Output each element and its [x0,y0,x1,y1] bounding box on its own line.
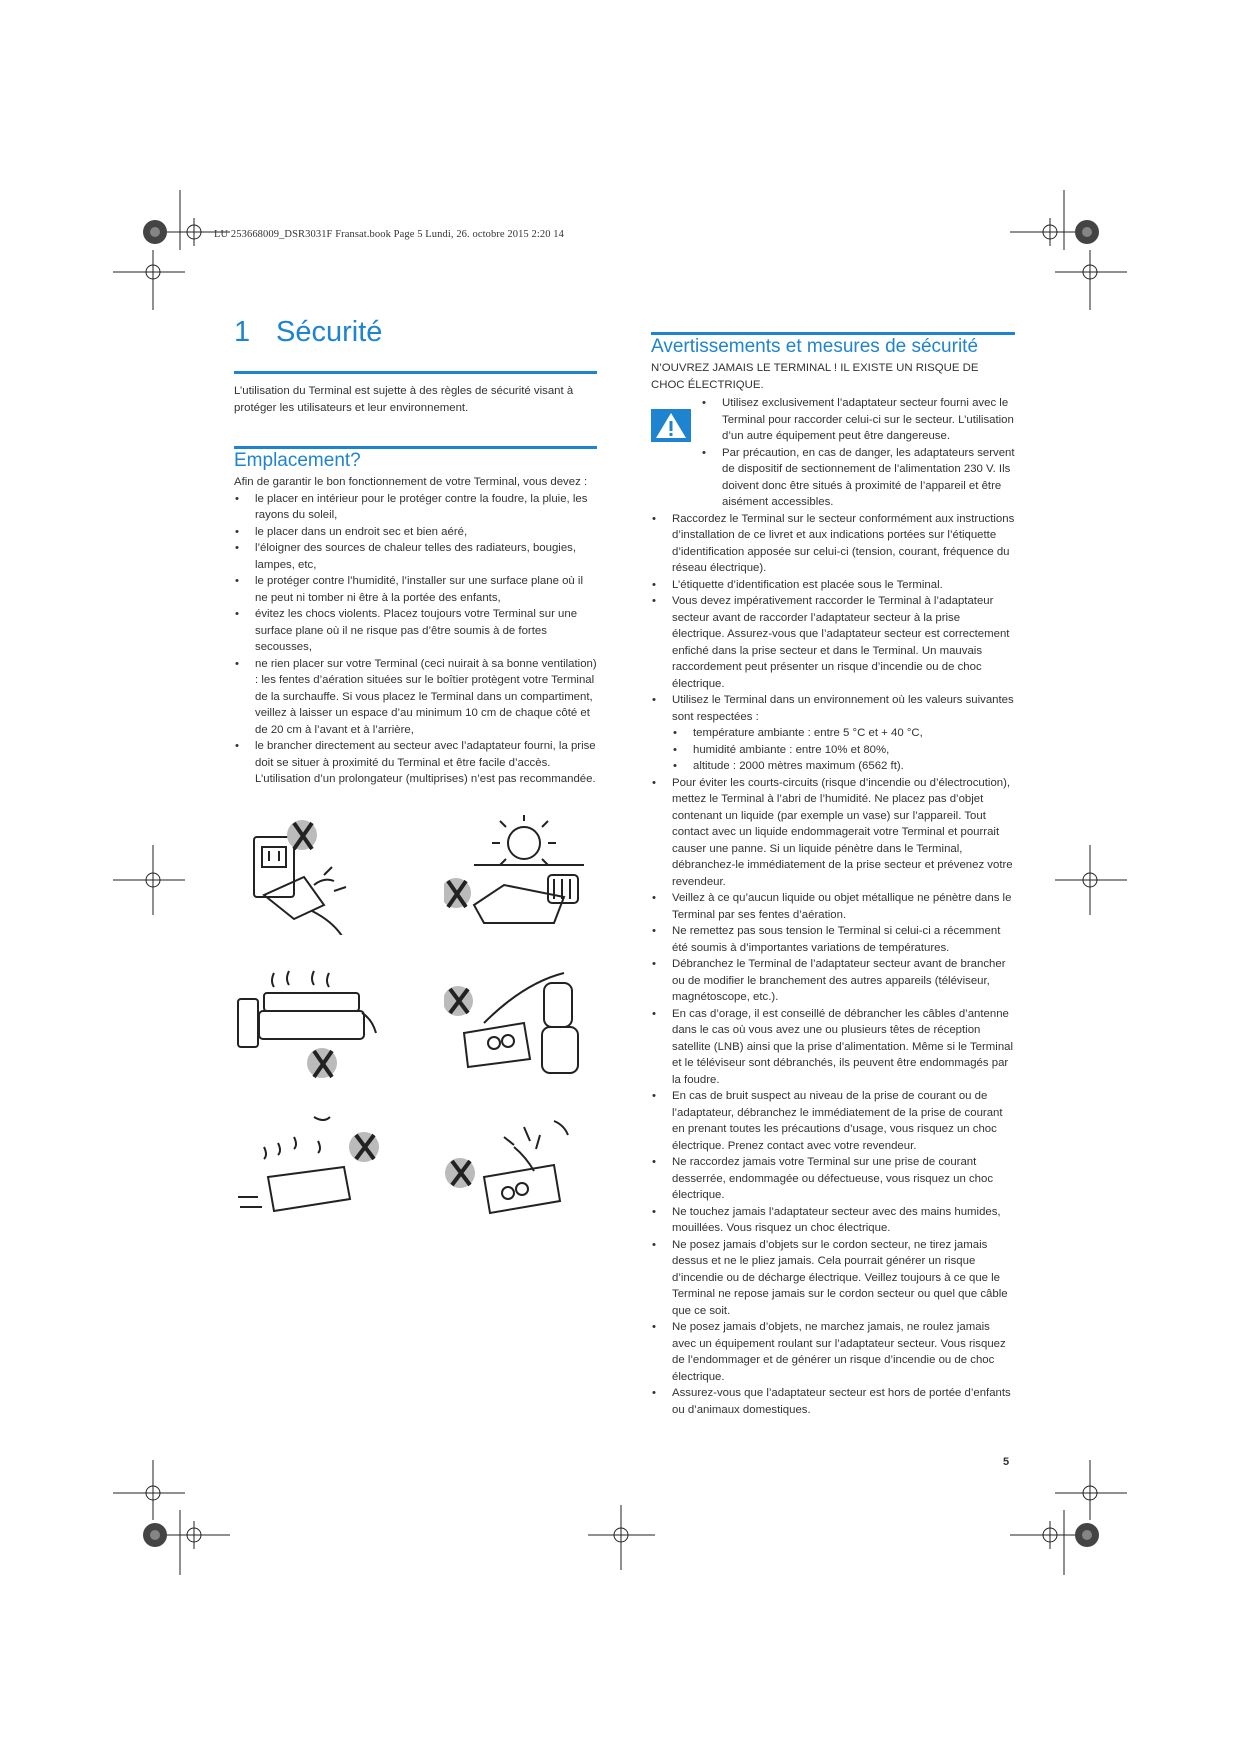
list-item: • Ne touchez jamais l’adaptateur secteur avec des mains humides, mouillées. Vous risquez un choc électrique. [651,1204,1015,1237]
warning-triangle-icon [651,409,691,442]
list-item: • Ne raccordez jamais votre Terminal sur une prise de courant desserrée, endommagée ou défectueuse, vous risquez un choc électrique. [651,1154,1015,1204]
prohibited-x-icon [349,1132,379,1162]
list-item: • Ne posez jamais d’objets, ne marchez jamais, ne roulez jamais avec un équipement roulant sur l’adaptateur secteur. Vous risquez de l’endommager et de générer un risque d’incendie ou de choc électrique. [651,1319,1015,1385]
emplacement-lead: Afin de garantir le bon fonctionnement de votre Terminal, vous devez : [234,476,588,488]
list-item: • Assurez-vous que l’adaptateur secteur est hors de portée d’enfants ou d’animaux domestiques. [651,1385,1015,1418]
safety-illustrations [234,815,604,1255]
condition-item: • humidité ambiante : entre 10% et 80%, [672,742,1015,759]
page-number: 5 [1003,1456,1010,1468]
prohibited-x-icon [444,986,473,1016]
conditions-list [672,725,1015,775]
list-item: • Ne posez jamais d’objets sur le cordon secteur, ne tirez jamais dessus et ne le pliez jamais. Cela pourrait générer un risque d’incendie ou de décharge électrique. Veillez toujours à ce que le Terminal ne repose jamais sur le cordon secteur ou quel que câble que ce soit. [651,1237,1015,1320]
list-item: • Vous devez impérativement raccorder le Terminal à l’adaptateur secteur avant de raccorder l’adaptateur secteur à la prise électrique. Assurez-vous que l’adaptateur secteur est correctement enfiché dans la prise secteur et dans le Terminal. Un mauvais raccordement peut présenter un risque d’incendie ou de choc électrique. [651,593,1015,692]
warning-block [651,395,1015,511]
liquid-spray-illustration [444,963,594,1083]
list-item: • Par précaution, en cas de danger, les adaptateurs servent de dispositif de sectionnement de l’alimentation 230 V. Ils doivent donc être situés à proximité de l’appareil et être aisément accessibles. [701,445,1015,511]
outlet-hazard-illustration [234,815,384,935]
prohibited-x-icon [444,878,471,908]
prohibited-x-icon [445,1158,475,1188]
list-item: • L’étiquette d’identification est placée sous le Terminal. [651,577,1015,594]
alert-text: N’OUVREZ JAMAIS LE TERMINAL ! IL EXISTE UN RISQUE DE CHOC ÉLECTRIQUE. [651,362,979,391]
list-item-text: Utilisez le Terminal dans un environnement où les valeurs suivantes sont respectées : [672,694,1014,723]
sun-heat-illustration [444,815,594,935]
chapter-number: 1 [234,316,251,348]
stacking-heat-illustration [234,963,384,1083]
list-item: • le brancher directement au secteur avec l’adaptateur fourni, la prise doit se situer à proximité du Terminal et être facile d’accès. L’utilisation d’un prolongateur (multiprises) n’est pas recommandée. [234,738,597,788]
list-item: • En cas d’orage, il est conseillé de débrancher les câbles d’antenne dans le cas où vous avez une ou plusieurs têtes de réception satellite (LNB) ainsi que la prise d’alimentation. Même si le Terminal et le téléviseur sont débranchés, ils peuvent être endommagés par la foudre. [651,1006,1015,1089]
prohibited-x-icon [307,1048,337,1078]
chapter-intro: L’utilisation du Terminal est sujette à des règles de sécurité visant à protéger les utilisateurs et leur environnement. [234,385,574,414]
left-column [234,316,597,788]
list-item: • Débranchez le Terminal de l’adaptateur secteur avant de brancher ou de modifier le branchement des autres appareils (téléviseur, magnétoscope, etc.). [651,956,1015,1006]
condition-item: • température ambiante : entre 5 °C et + 40 °C, [672,725,1015,742]
right-column [651,332,1015,1418]
file-header: LU 253668009_DSR3031F Fransat.book Page 5 Lundi, 26. octobre 2015 2:20 14 [214,229,564,240]
emplacement-list [234,491,597,788]
emplacement-heading: Emplacement? [234,450,361,471]
condition-item: • altitude : 2000 mètres maximum (6562 ft). [672,758,1015,775]
list-item: • le placer dans un endroit sec et bien aéré, [234,524,597,541]
section-rule [234,371,597,374]
chapter-heading: Sécurité [276,316,383,348]
chapter-title [234,316,597,349]
list-item: • Utilisez exclusivement l’adaptateur secteur fourni avec le Terminal pour raccorder celui-ci sur le secteur. L’utilisation d’un autre équipement peut être dangereuse. [701,395,1015,445]
list-item: • Ne remettez pas sous tension le Terminal si celui-ci a récemment été soumis à d’importantes variations de températures. [651,923,1015,956]
safety-list [651,511,1015,1419]
list-item: • Pour éviter les courts-circuits (risque d’incendie ou d’électrocution), mettez le Terminal à l’abri de l’humidité. Ne placez pas d’objet contenant un liquide (par exemple un vase) sur l’appareil. Tout contact avec un liquide endommagerait votre Terminal et pourrait causer une panne. Si un liquide pénètre dans le Terminal, débranchez-le immédiatement de la prise secteur et prévenez votre revendeur. [651,775,1015,891]
list-item: • Veillez à ce qu’aucun liquide ou objet métallique ne pénètre dans le Terminal par ses fentes d’aération. [651,890,1015,923]
list-item: • En cas de bruit suspect au niveau de la prise de courant ou de l’adaptateur, débranchez le immédiatement de la prise de courant en prenant toutes les précautions d’usage, vous risquez un choc électrique. Prenez contact avec votre revendeur. [651,1088,1015,1154]
list-item: • évitez les chocs violents. Placez toujours votre Terminal sur une surface plane où il ne risque pas d’être soumis à de fortes secousses, [234,606,597,656]
avertissements-heading: Avertissements et mesures de sécurité [651,336,979,357]
prohibited-x-icon [287,820,317,850]
list-item: • Raccordez le Terminal sur le secteur conformément aux instructions d’installation de ce livret et aux indications portées sur l’étiquette d’identification apposée sur celui-ci (tension, courant, fréquence du réseau électrique). [651,511,1015,577]
section-rule [651,332,1015,335]
list-item: • l’éloigner des sources de chaleur telles des radiateurs, bougies, lampes, etc, [234,540,597,573]
list-item [651,692,1015,775]
water-drops-illustration [234,1107,384,1227]
warning-list [701,395,1015,511]
foreign-objects-illustration [444,1107,594,1227]
list-item: • le protéger contre l’humidité, l’installer sur une surface plane où il ne peut ni tomber ni être à la portée des enfants, [234,573,597,606]
list-item: • le placer en intérieur pour le protéger contre la foudre, la pluie, les rayons du soleil, [234,491,597,524]
list-item: • ne rien placer sur votre Terminal (ceci nuirait à sa bonne ventilation) : les fentes d’aération situées sur le boîtier protègent votre Terminal de la surchauffe. Si vous placez le Terminal dans un compartiment, veillez à laisser un espace d’au minimum 10 cm de chaque côté et de 20 cm à l’avant et à l’arrière, [234,656,597,739]
section-rule [234,446,597,449]
